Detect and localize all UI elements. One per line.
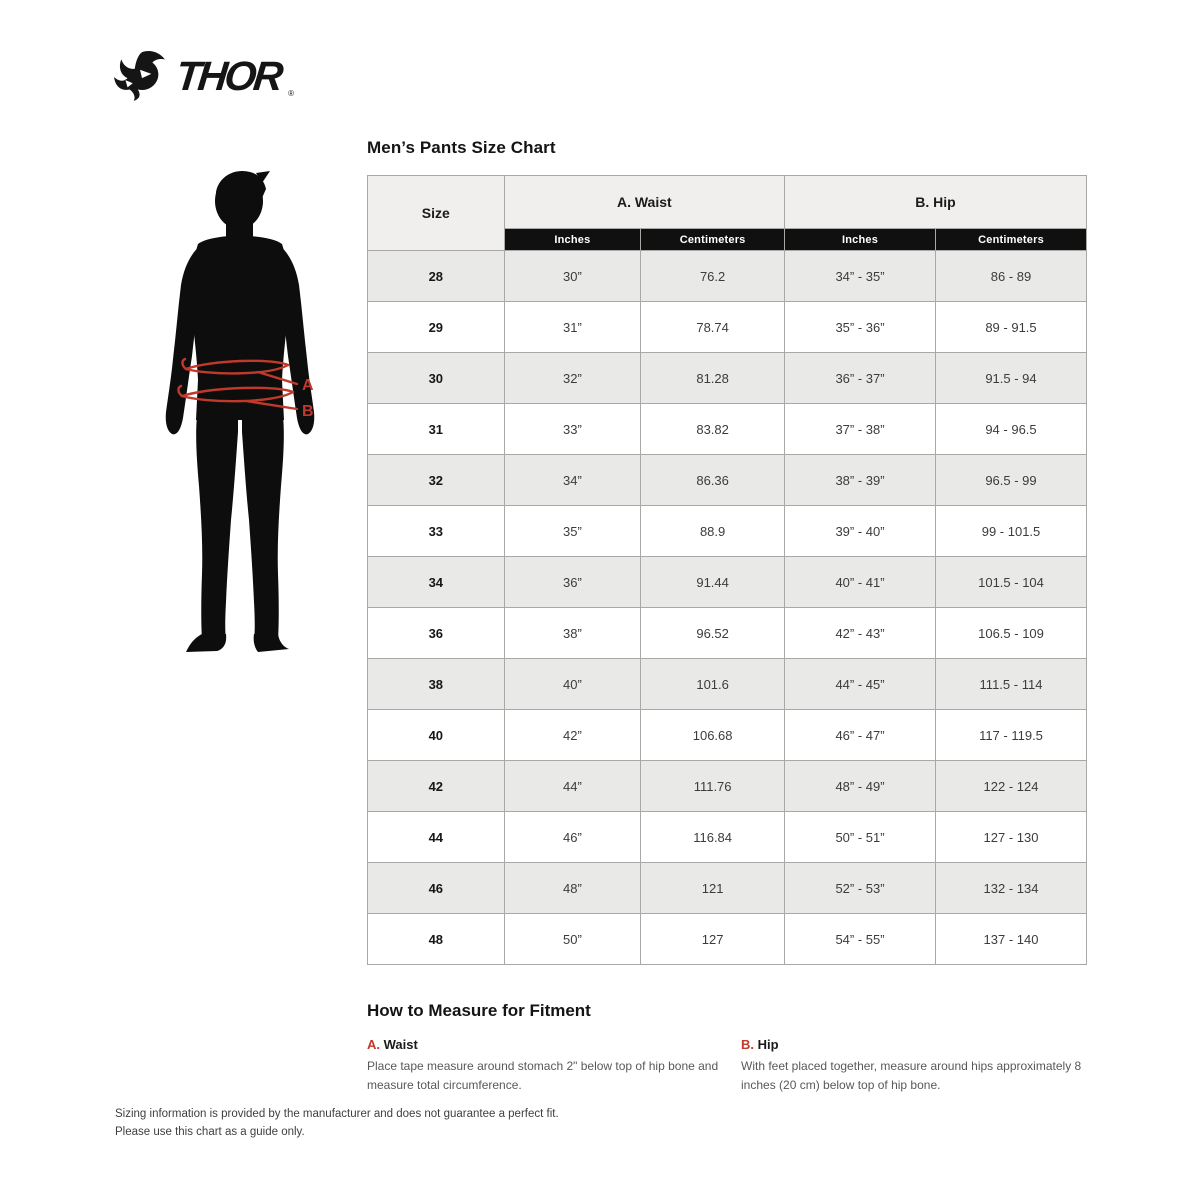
registered-mark: ® [288, 89, 295, 98]
cell-waist-inches: 30” [504, 251, 641, 302]
cell-hip-centimeters: 91.5 - 94 [936, 353, 1087, 404]
cell-waist-centimeters: 86.36 [641, 455, 785, 506]
waist-line-label: A [302, 377, 314, 394]
cell-size: 34 [368, 557, 505, 608]
table-row [368, 659, 1087, 710]
measure-hip-name: Hip [757, 1037, 779, 1052]
table-row [368, 353, 1087, 404]
thor-logo-text: THOR [173, 52, 283, 99]
measure-waist-text: Place tape measure around stomach 2" below top of hip bone and measure total circumference. [367, 1059, 719, 1092]
hip-line-label: B [302, 403, 314, 420]
cell-waist-inches: 35” [504, 506, 641, 557]
cell-hip-centimeters: 94 - 96.5 [936, 404, 1087, 455]
table-row [368, 710, 1087, 761]
cell-waist-centimeters: 88.9 [641, 506, 785, 557]
cell-hip-centimeters: 106.5 - 109 [936, 608, 1087, 659]
cell-hip-inches: 39” - 40” [785, 506, 936, 557]
cell-waist-centimeters: 127 [641, 914, 785, 965]
cell-hip-inches: 44” - 45” [785, 659, 936, 710]
cell-hip-centimeters: 122 - 124 [936, 761, 1087, 812]
measure-waist-block [367, 1037, 741, 1094]
cell-hip-inches: 52” - 53” [785, 863, 936, 914]
cell-size: 33 [368, 506, 505, 557]
table-row [368, 812, 1087, 863]
cell-waist-inches: 44” [504, 761, 641, 812]
cell-hip-inches: 37” - 38” [785, 404, 936, 455]
cell-waist-inches: 46” [504, 812, 641, 863]
cell-hip-inches: 34” - 35” [785, 251, 936, 302]
size-chart-table [367, 175, 1087, 965]
cell-size: 38 [368, 659, 505, 710]
cell-hip-inches: 35” - 36” [785, 302, 936, 353]
table-row [368, 761, 1087, 812]
measure-waist-heading [367, 1037, 741, 1052]
disclaimer [115, 1106, 559, 1142]
cell-waist-centimeters: 116.84 [641, 812, 785, 863]
cell-waist-centimeters: 111.76 [641, 761, 785, 812]
measure-hip-text: With feet placed together, measure around hips approximately 8 inches (20 cm) below top of hip bone. [741, 1059, 1082, 1092]
cell-size: 44 [368, 812, 505, 863]
cell-hip-inches: 54” - 55” [785, 914, 936, 965]
table-row [368, 863, 1087, 914]
man-silhouette [166, 171, 315, 652]
table-row [368, 302, 1087, 353]
cell-hip-centimeters: 127 - 130 [936, 812, 1087, 863]
cell-size: 36 [368, 608, 505, 659]
cell-waist-inches: 33” [504, 404, 641, 455]
cell-hip-centimeters: 117 - 119.5 [936, 710, 1087, 761]
table-row [368, 914, 1087, 965]
cell-waist-inches: 50” [504, 914, 641, 965]
cell-hip-inches: 48” - 49” [785, 761, 936, 812]
table-row [368, 506, 1087, 557]
subheader-hip-inches: Inches [785, 229, 936, 251]
cell-hip-inches: 40” - 41” [785, 557, 936, 608]
subheader-hip-centimeters: Centimeters [936, 229, 1087, 251]
page-title: Men’s Pants Size Chart [367, 138, 556, 157]
cell-hip-centimeters: 137 - 140 [936, 914, 1087, 965]
subheader-waist-inches: Inches [504, 229, 641, 251]
cell-waist-inches: 40” [504, 659, 641, 710]
cell-size: 31 [368, 404, 505, 455]
cell-size: 32 [368, 455, 505, 506]
cell-hip-inches: 36” - 37” [785, 353, 936, 404]
cell-hip-inches: 50” - 51” [785, 812, 936, 863]
cell-waist-inches: 48” [504, 863, 641, 914]
body-silhouette-figure [146, 168, 326, 671]
measure-section-title: How to Measure for Fitment [367, 1001, 591, 1020]
measure-waist-letter: A. [367, 1037, 380, 1052]
cell-size: 28 [368, 251, 505, 302]
cell-hip-inches: 42” - 43” [785, 608, 936, 659]
measure-hip-heading [741, 1037, 1087, 1052]
table-row [368, 455, 1087, 506]
cell-waist-centimeters: 78.74 [641, 302, 785, 353]
cell-waist-inches: 36” [504, 557, 641, 608]
cell-waist-centimeters: 83.82 [641, 404, 785, 455]
cell-size: 30 [368, 353, 505, 404]
cell-waist-inches: 42” [504, 710, 641, 761]
table-row [368, 557, 1087, 608]
cell-waist-centimeters: 101.6 [641, 659, 785, 710]
disclaimer-line-2: Please use this chart as a guide only. [115, 1125, 305, 1138]
thor-logo [112, 50, 294, 102]
cell-waist-centimeters: 76.2 [641, 251, 785, 302]
measure-hip-block [741, 1037, 1087, 1094]
cell-size: 29 [368, 302, 505, 353]
cell-hip-centimeters: 101.5 - 104 [936, 557, 1087, 608]
thor-head-icon [112, 50, 170, 102]
cell-waist-inches: 32” [504, 353, 641, 404]
cell-size: 46 [368, 863, 505, 914]
cell-size: 42 [368, 761, 505, 812]
cell-size: 48 [368, 914, 505, 965]
cell-size: 40 [368, 710, 505, 761]
how-to-measure-section [367, 1001, 1087, 1094]
cell-waist-centimeters: 96.52 [641, 608, 785, 659]
cell-waist-centimeters: 106.68 [641, 710, 785, 761]
measure-hip-letter: B. [741, 1037, 754, 1052]
measure-waist-name: Waist [383, 1037, 418, 1052]
cell-hip-centimeters: 86 - 89 [936, 251, 1087, 302]
cell-hip-inches: 38” - 39” [785, 455, 936, 506]
table-row [368, 608, 1087, 659]
column-group-hip: B. Hip [785, 176, 1087, 229]
table-row [368, 404, 1087, 455]
cell-waist-centimeters: 81.28 [641, 353, 785, 404]
cell-hip-centimeters: 99 - 101.5 [936, 506, 1087, 557]
cell-waist-inches: 34” [504, 455, 641, 506]
cell-hip-centimeters: 132 - 134 [936, 863, 1087, 914]
subheader-waist-centimeters: Centimeters [641, 229, 785, 251]
cell-waist-centimeters: 91.44 [641, 557, 785, 608]
disclaimer-line-1: Sizing information is provided by the manufacturer and does not guarantee a perfect fit. [115, 1108, 559, 1120]
cell-hip-inches: 46” - 47” [785, 710, 936, 761]
column-group-waist: A. Waist [504, 176, 784, 229]
cell-waist-centimeters: 121 [641, 863, 785, 914]
cell-hip-centimeters: 89 - 91.5 [936, 302, 1087, 353]
cell-hip-centimeters: 111.5 - 114 [936, 659, 1087, 710]
column-header-size: Size [368, 176, 505, 251]
cell-waist-inches: 31” [504, 302, 641, 353]
cell-hip-centimeters: 96.5 - 99 [936, 455, 1087, 506]
cell-waist-inches: 38” [504, 608, 641, 659]
table-row [368, 251, 1087, 302]
